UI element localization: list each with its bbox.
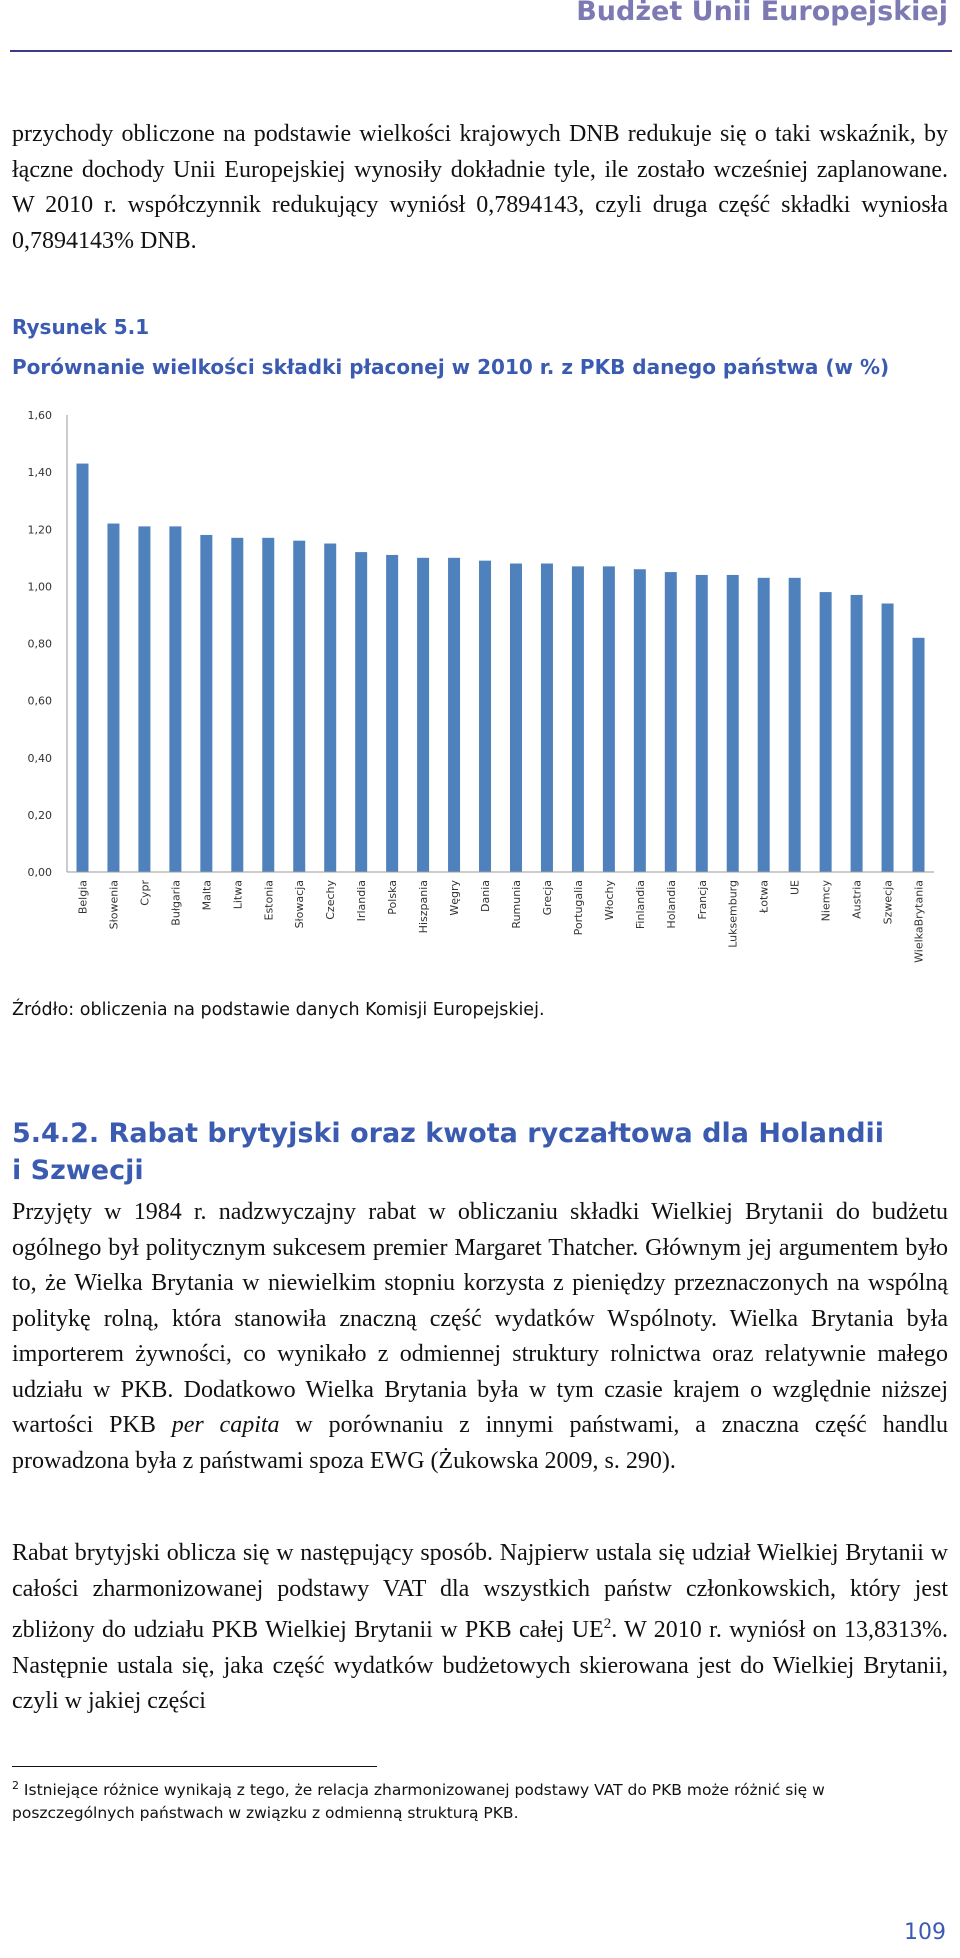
x-category-label: Węgry — [448, 880, 462, 916]
x-category-label: Słowacja — [293, 880, 307, 929]
page-number: 109 — [904, 1920, 946, 1945]
x-category-label: UE — [788, 880, 802, 896]
x-category-label: Hiszpania — [417, 880, 431, 934]
bar-czechy — [324, 544, 336, 872]
x-category-label: Irlandia — [355, 880, 369, 922]
bar-malta — [200, 535, 212, 872]
figure-source: Źródło: obliczenia na podstawie danych Komisji Europejskiej. — [12, 1000, 545, 1020]
bar-dania — [479, 561, 491, 872]
intro-paragraph: przychody obliczone na podstawie wielkości krajowych DNB redukuje się o taki wskaźnik, by łączne dochody Unii Europejskiej wynosiły dokładnie tyle, ile zostało wcześniej zaplanowane. W 2010 r. współczynnik redukujący wyniósł 0,7894143, czyli druga część składki wyniosła 0,7894143% DNB. — [12, 121, 948, 254]
footnote-divider — [12, 1766, 377, 1767]
x-category-label: Włochy — [602, 880, 616, 921]
x-category-label: Belgia — [76, 880, 90, 915]
bar-belgia — [76, 464, 88, 872]
x-category-label: Bułgaria — [169, 880, 183, 926]
x-category-label: Słowenia — [107, 880, 121, 930]
x-category-label: Luksemburg — [726, 880, 740, 948]
bar-wielkabrytania — [913, 638, 925, 872]
footnote-text: Istniejące różnice wynikają z tego, że relacja zharmonizowanej podstawy VAT do PKB może różnić się w poszczególnych państwach w związku z odmienną strukturą PKB. — [12, 1781, 825, 1823]
section-paragraph-1 — [12, 1195, 948, 1479]
footnote-number: 2 — [12, 1779, 19, 1792]
x-category-label: Cypr — [138, 880, 152, 906]
y-tick-label: 1,00 — [27, 580, 52, 594]
paragraph-2-text-end: . W 2010 r. wyniósł on 13,8313%. Następnie ustala się, jaka część wydatków budżetowych skierowana jest do Wielkiej Brytanii, czyli w jakiej części — [12, 1617, 949, 1714]
x-category-label: Grecja — [540, 880, 554, 916]
bar-słowenia — [107, 524, 119, 872]
x-axis-category-labels — [76, 880, 925, 963]
bar-cypr — [138, 526, 150, 872]
bar-słowacja — [293, 541, 305, 872]
bar-łotwa — [758, 578, 770, 872]
section-heading: 5.4.2. Rabat brytyjski oraz kwota ryczałtowa dla Holandii i Szwecji — [12, 1118, 885, 1186]
bar-polska — [386, 555, 398, 872]
bar-rumunia — [510, 564, 522, 872]
y-tick-label: 1,40 — [27, 466, 52, 480]
bar-węgry — [448, 558, 460, 872]
bar-estonia — [262, 538, 274, 872]
x-category-label: Szwecja — [881, 880, 895, 925]
y-tick-label: 0,80 — [27, 637, 52, 651]
x-category-label: Portugalia — [571, 880, 585, 936]
section-paragraph-2 — [12, 1536, 948, 1720]
x-category-label: Czechy — [324, 880, 338, 920]
x-category-label: Dania — [479, 880, 493, 912]
x-category-label: WielkaBrytania — [912, 880, 926, 963]
paragraph-1-italic-term: per capita — [171, 1412, 280, 1438]
y-tick-label: 0,40 — [27, 751, 52, 765]
x-category-label: Niemcy — [819, 880, 833, 922]
x-category-label: Rumunia — [509, 880, 523, 929]
footnote-reference: 2 — [603, 1616, 612, 1632]
figure-caption: Porównanie wielkości składki płaconej w 2010 r. z PKB danego państwa (w %) — [12, 355, 890, 379]
x-category-label: Estonia — [262, 880, 276, 921]
x-category-label: Litwa — [231, 880, 245, 910]
chart-bars — [76, 464, 924, 872]
x-category-label: Łotwa — [757, 880, 771, 913]
bar-finlandia — [634, 569, 646, 872]
y-tick-label: 1,60 — [27, 409, 52, 422]
bar-hiszpania — [417, 558, 429, 872]
x-category-label: Malta — [200, 880, 214, 911]
x-category-label: Francja — [695, 880, 709, 920]
bar-włochy — [603, 566, 615, 872]
footnote — [12, 1774, 948, 1825]
y-tick-label: 0,00 — [27, 866, 52, 879]
x-category-label: Austria — [850, 880, 864, 919]
y-tick-label: 0,60 — [27, 694, 52, 708]
bar-austria — [851, 595, 863, 872]
y-tick-label: 1,20 — [27, 523, 52, 537]
y-axis-tick-labels — [28, 409, 53, 879]
bar-francja — [696, 575, 708, 872]
x-category-label: Holandia — [664, 880, 678, 929]
bar-bułgaria — [169, 526, 181, 872]
bar-luksemburg — [727, 575, 739, 872]
bar-niemcy — [820, 592, 832, 872]
y-tick-label: 0,20 — [27, 808, 52, 822]
bar-grecja — [541, 564, 553, 872]
figure-label: Rysunek 5.1 — [12, 315, 150, 339]
paragraph-1-text-start: Przyjęty w 1984 r. nadzwyczajny rabat w obliczaniu składki Wielkiej Brytanii do budżetu ogólnego był politycznym sukcesem premier Margaret Thatcher. Głównym jej argumentem było to, że Wielka Brytania w niewielkim stopniu korzysta z pieniędzy przeznaczonych na wspólną politykę rolną, która stanowiła znaczną część wydatków Wspólnoty. Wielka Brytania była importerem żywności, co wynikało z odmiennej struktury rolnictwa oraz relatywnie małego udziału w PKB. Dodatkowo Wielka Brytania była w tym czasie krajem o względnie niższej wartości PKB — [12, 1199, 948, 1438]
bar-chart — [0, 395, 960, 980]
bar-portugalia — [572, 566, 584, 872]
bar-holandia — [665, 572, 677, 872]
paragraph-2-text-start: Rabat brytyjski oblicza się w następujący sposób. Najpierw ustala się udział Wielkiej Brytanii w całości zharmonizowanej podstawy VAT dla wszystkich państw członkowskich, który jest zbliżony do udziału PKB Wielkiej Brytanii w PKB całej UE — [12, 1540, 948, 1643]
x-category-label: Finlandia — [633, 880, 647, 930]
running-header-title: Budżet Unii Europejskiej — [576, 0, 948, 27]
bar-szwecja — [882, 604, 894, 872]
header-divider — [10, 50, 952, 52]
bar-litwa — [231, 538, 243, 872]
bar-ue — [789, 578, 801, 872]
x-category-label: Polska — [386, 880, 400, 915]
bar-irlandia — [355, 552, 367, 872]
paragraph-1-text-end: w porównaniu z innymi państwami, a znaczna część handlu prowadzona była z państwami spoza EWG (Żukowska 2009, s. 290). — [12, 1412, 949, 1474]
